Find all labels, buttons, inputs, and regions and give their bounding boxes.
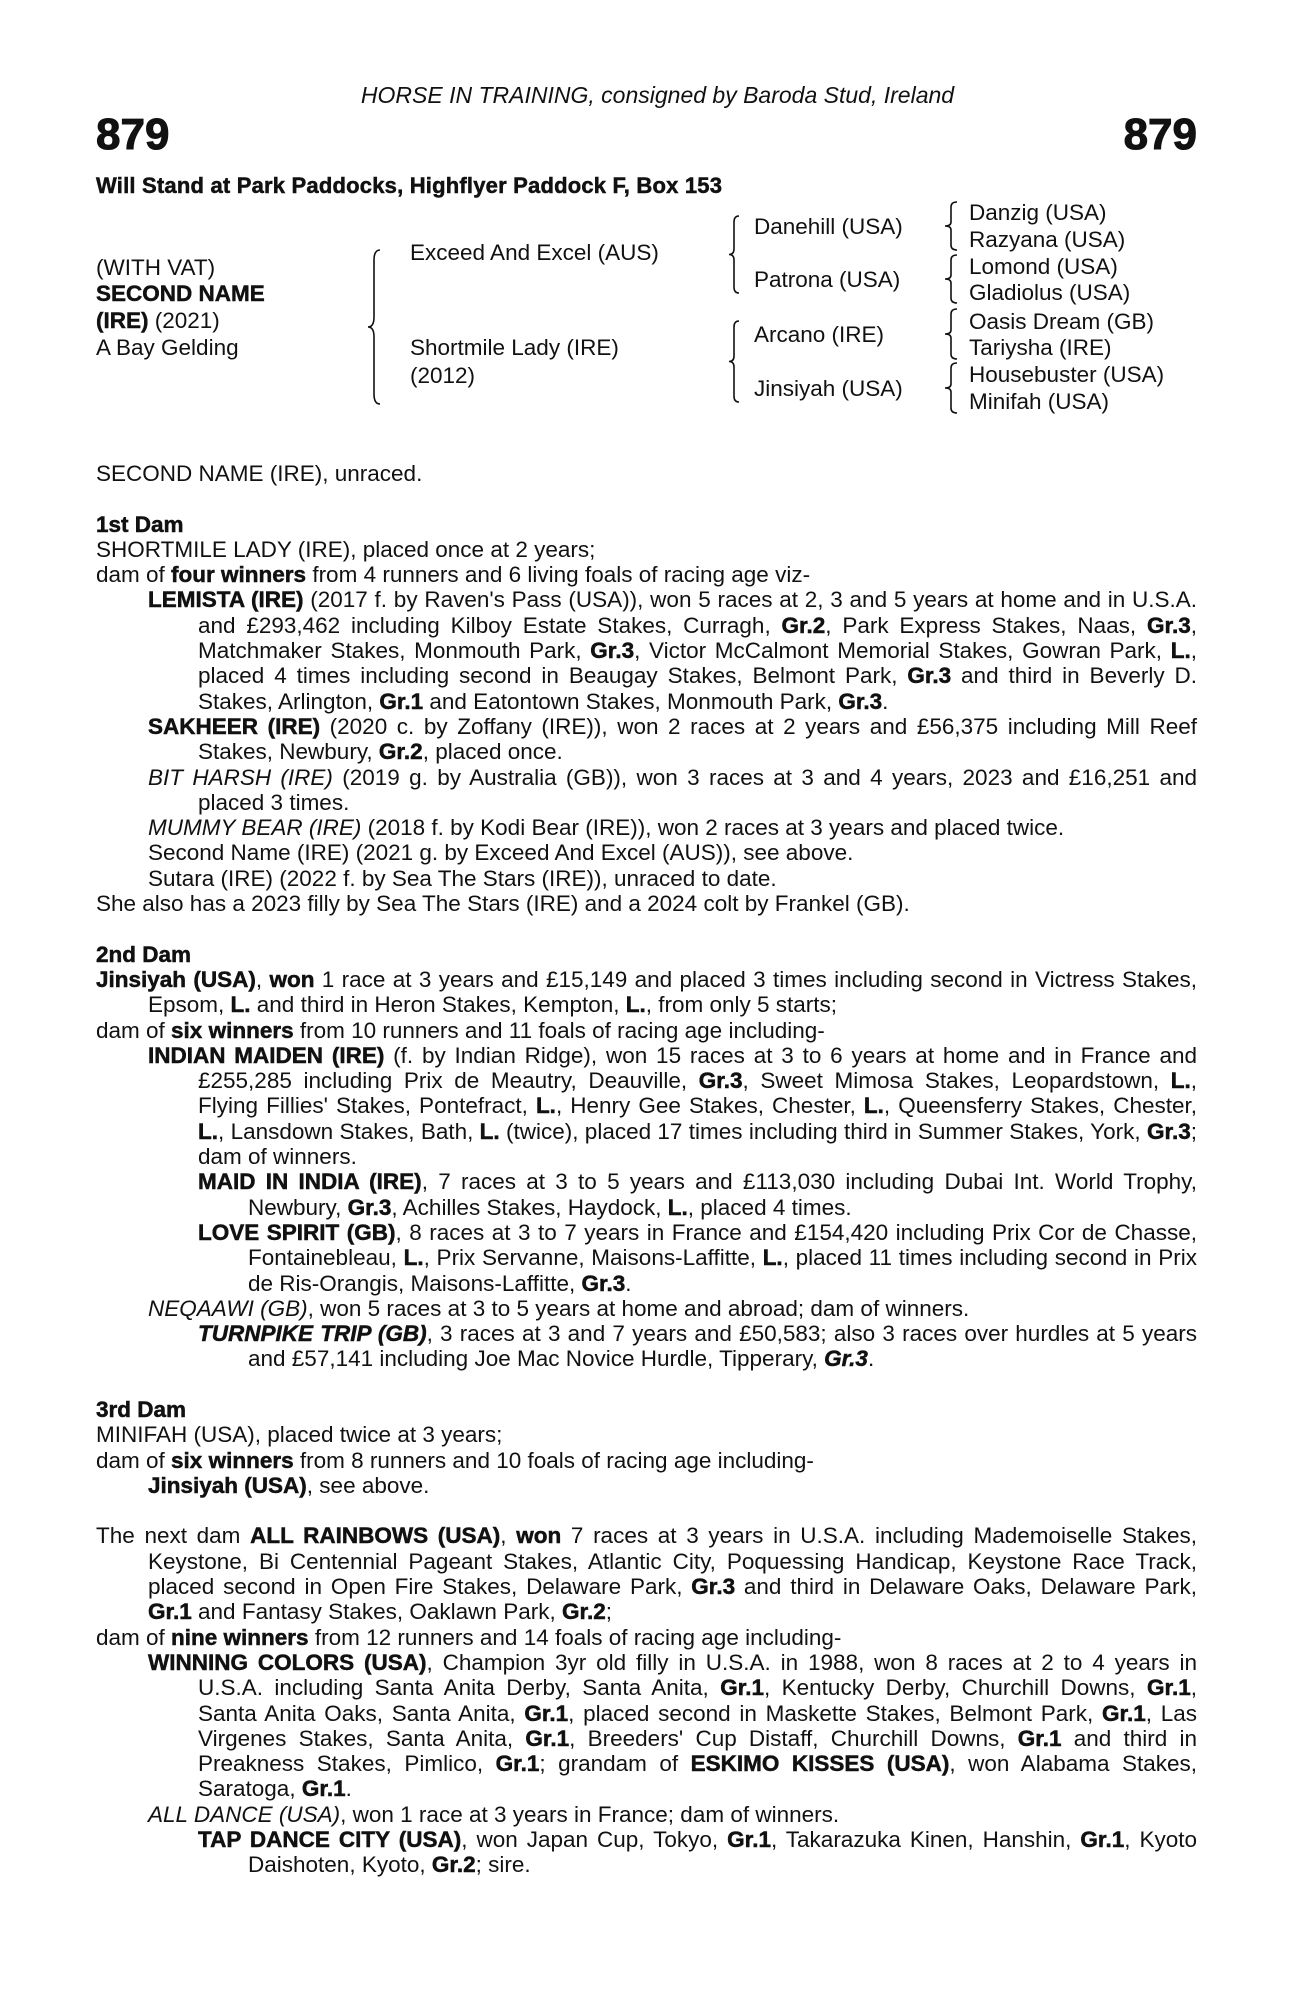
entry-text: , Prix Servanne, Maisons-Laffitte, (423, 1245, 763, 1271)
entry-text: , won 1 race at 3 years in France; dam of winners. (340, 1801, 840, 1827)
produce-entry (96, 967, 1197, 1018)
produce-entry (96, 891, 1197, 916)
section-next-dam (96, 1523, 1197, 1877)
emphasis-text: Gr.2 (561, 1599, 606, 1625)
great-grandparent-5: Oasis Dream (GB) (969, 309, 1155, 334)
emphasis-text: SAKHEER (IRE) (148, 713, 321, 739)
section-3rd-dam (96, 1397, 1197, 1498)
produce-entry (96, 765, 1197, 816)
entry-text: , placed once. (422, 739, 563, 765)
great-grandparent-3: Lomond (USA) (969, 254, 1118, 279)
entry-text: , 3 races at 3 and 7 years and £50,583; also 3 races over hurdles at 5 years and £57,141 including Joe Mac Novice Hurdle, Tipperary, (248, 1321, 1197, 1372)
dam-name: Shortmile Lady (IRE) (410, 335, 619, 360)
entry-text: , Lansdown Stakes, Bath, (218, 1118, 480, 1144)
entry-text: and Fantasy Stakes, Oaklawn Park, (191, 1599, 562, 1625)
great-grandparent-8: Minifah (USA) (969, 389, 1110, 414)
grandparent-3: Arcano (IRE) (754, 322, 885, 347)
great-grandparent-4: Gladiolus (USA) (969, 280, 1131, 305)
emphasis-text: six winners (171, 1447, 294, 1473)
entry-text: The next dam (96, 1523, 251, 1549)
section-heading: 2nd Dam (96, 941, 192, 967)
entry-text: SHORTMILE LADY (IRE), placed once at 2 years; (96, 536, 596, 562)
produce-entry (96, 1473, 1197, 1498)
grandparent-2: Patrona (USA) (754, 267, 901, 292)
entry-text: and third in Beverly D. Stakes, Arlington, (198, 663, 1197, 714)
entry-text: . (345, 1776, 352, 1802)
horse-name: SECOND NAME (96, 281, 265, 306)
emphasis-text: nine winners (171, 1624, 309, 1650)
entry-text: 7 races at 3 years in U.S.A. including Mademoiselle Stakes, Keystone, Bi Centennial Pageant Stakes, Atlantic City, Poquessing Handicap, Keystone Race Track, placed second in Open Fire Stakes, Delaware Park, (148, 1523, 1197, 1600)
entry-text: , (500, 1523, 517, 1549)
entry-text: ; (605, 1599, 613, 1625)
entry-text: ; sire. (475, 1852, 531, 1878)
emphasis-text: Gr.3 (691, 1574, 736, 1600)
entry-text: , Park Express Stakes, Naas, (825, 612, 1147, 638)
produce-entry (96, 1625, 1197, 1650)
produce-entry (96, 1220, 1197, 1296)
entry-text: . (882, 688, 889, 714)
entry-text: , Matchmaker Stakes, Monmouth Park, (198, 612, 1197, 664)
emphasis-text: L. (1170, 638, 1191, 664)
entry-text: from 8 runners and 10 foals of racing age including- (293, 1447, 814, 1473)
emphasis-text: Jinsiyah (USA) (96, 966, 256, 992)
brace-icon (368, 250, 380, 404)
entry-text: , Santa Anita Oaks, Santa Anita, (198, 1675, 1198, 1726)
great-grandparent-1: Danzig (USA) (969, 200, 1107, 225)
emphasis-text: Gr.3 (1146, 612, 1191, 638)
entry-text: SECOND NAME (IRE), unraced. (96, 461, 423, 486)
entry-text: (2018 f. by Kodi Bear (IRE)), won 2 races at 3 years and placed twice. (361, 815, 1065, 841)
entry-text: 1 race at 3 years and £15,149 and placed 3 times including second in Victress Stakes, Epsom, (148, 966, 1197, 1018)
entry-text: , placed 4 times including second in Beaugay Stakes, Belmont Park, (198, 638, 1197, 689)
entry-text: dam of (96, 1017, 172, 1043)
stand-location: Will Stand at Park Paddocks, Highflyer Paddock F, Box 153 (96, 173, 723, 198)
brace-icon (945, 202, 957, 250)
emphasis-text: Gr.1 (495, 1751, 540, 1777)
brace-icon (945, 255, 957, 303)
emphasis-text: Gr.3 (824, 1346, 868, 1372)
emphasis-text: Gr.3 (581, 1270, 626, 1296)
entry-text: (2020 c. by Zoffany (IRE)), won 2 races at 2 years and £56,375 including Mill Reef Stakes, Newbury, (198, 713, 1197, 765)
sire-name: Exceed And Excel (AUS) (410, 240, 659, 265)
emphasis-text: Jinsiyah (USA) (148, 1472, 307, 1498)
entry-text: and third in Heron Stakes, Kempton, (250, 992, 626, 1018)
entry-text: , Victor McCalmont Memorial Stakes, Gowran Park, (634, 638, 1171, 664)
produce-entry (96, 815, 1197, 840)
entry-text: . (625, 1270, 632, 1296)
emphasis-text: L. (762, 1245, 783, 1271)
emphasis-text: Gr.1 (379, 688, 424, 714)
entry-text: and third in Preakness Stakes, Pimlico, (198, 1725, 1197, 1777)
emphasis-text: Gr.3 (907, 663, 952, 689)
emphasis-text: six winners (171, 1017, 294, 1043)
entry-text: ; grandam of (539, 1751, 691, 1777)
entry-text: from 10 runners and 11 foals of racing age including- (293, 1017, 825, 1043)
entry-text: Second Name (IRE) (2021 g. by Exceed And Excel (AUS)), see above. (148, 840, 854, 866)
produce-entry (96, 1802, 1197, 1827)
entry-text: , Henry Gee Stakes, Chester, (555, 1093, 864, 1119)
emphasis-text: four winners (171, 562, 307, 588)
section-heading: 3rd Dam (96, 1396, 187, 1422)
entry-text: , won Japan Cup, Tokyo, (461, 1827, 728, 1853)
emphasis-text: LOVE SPIRIT (GB) (198, 1219, 396, 1245)
brace-icon (729, 321, 739, 402)
entry-text: (twice), placed 17 times including third in Summer Stakes, York, (499, 1118, 1147, 1144)
emphasis-text: ALL DANCE (USA) (148, 1801, 341, 1827)
emphasis-text: Gr.3 (838, 688, 883, 714)
emphasis-text: Gr.1 (1080, 1827, 1125, 1853)
entry-text: , Takarazuka Kinen, Hanshin, (770, 1827, 1081, 1853)
emphasis-text: INDIAN MAIDEN (IRE) (148, 1042, 385, 1068)
entry-text: (2019 g. by Australia (GB)), won 3 races at 3 and 4 years, 2023 and £16,251 and placed 3 times. (198, 764, 1197, 815)
entry-text: , Breeders' Cup Distaff, Churchill Downs, (569, 1725, 1018, 1751)
emphasis-text: L. (230, 992, 251, 1018)
emphasis-text: L. (535, 1093, 556, 1119)
entry-text: , won Alabama Stakes, Saratoga, (198, 1751, 1198, 1802)
entry-text: , Kentucky Derby, Churchill Downs, (763, 1675, 1147, 1701)
grandparent-1: Danehill (USA) (754, 214, 903, 239)
entry-text: MINIFAH (USA), placed twice at 3 years; (96, 1422, 503, 1448)
emphasis-text: ALL RAINBOWS (USA) (250, 1523, 501, 1549)
emphasis-text: won (269, 966, 315, 992)
emphasis-text: Gr.3 (590, 638, 635, 664)
section-2nd-dam (96, 942, 1197, 1372)
emphasis-text: BIT HARSH (IRE) (148, 764, 333, 790)
produce-entry (96, 840, 1197, 865)
consignment-header: HORSE IN TRAINING, consigned by Baroda Stud, Ireland (360, 82, 955, 108)
emphasis-text: Gr.1 (525, 1725, 570, 1751)
entry-text: , see above. (306, 1472, 430, 1498)
emphasis-text: Gr.3 (1146, 1118, 1191, 1144)
produce-entry (96, 714, 1197, 765)
entry-text: and third in Delaware Oaks, Delaware Park, (735, 1574, 1197, 1600)
emphasis-text: L. (403, 1245, 424, 1271)
emphasis-text: L. (667, 1194, 688, 1220)
horse-year: (2021) (154, 308, 220, 333)
entry-text: , placed second in Maskette Stakes, Belmont Park, (568, 1700, 1102, 1726)
section-1st-dam (96, 512, 1197, 917)
entry-text: , 8 races at 3 to 7 years in France and £154,420 including Prix Cor de Chasse, Fontainebleau, (248, 1219, 1197, 1271)
grandparent-4: Jinsiyah (USA) (754, 376, 903, 401)
emphasis-text: Gr.1 (524, 1700, 569, 1726)
section-summary (96, 461, 1197, 486)
produce-entry (96, 1018, 1197, 1043)
dam-year: (2012) (410, 363, 476, 388)
entry-text: and Eatontown Stakes, Monmouth Park, (423, 688, 839, 714)
emphasis-text: MUMMY BEAR (IRE) (148, 815, 362, 841)
produce-entry (96, 866, 1197, 891)
emphasis-text: Gr.1 (1146, 1675, 1191, 1701)
entry-text: from 12 runners and 14 foals of racing age including- (308, 1624, 842, 1650)
entry-text: ; dam of winners. (198, 1118, 1197, 1170)
brace-icon (729, 216, 739, 293)
entry-text: , Kyoto Daishoten, Kyoto, (248, 1827, 1197, 1878)
lot-number-left: 879 (96, 110, 170, 159)
emphasis-text: Gr.1 (1101, 1700, 1146, 1726)
entry-text: , Queensferry Stakes, Chester, (883, 1093, 1197, 1119)
great-grandparent-2: Razyana (USA) (969, 227, 1126, 252)
produce-entry (96, 461, 1197, 486)
entry-text: , placed 4 times. (687, 1194, 852, 1220)
entry-text: , 7 races at 3 to 5 years and £113,030 including Dubai Int. World Trophy, Newbury, (248, 1169, 1197, 1220)
emphasis-text: LEMISTA (IRE) (148, 587, 304, 613)
entry-text: (2017 f. by Raven's Pass (USA)), won 5 races at 2, 3 and 5 years at home and in U.S.A. and £293,462 including Kilboy Estate Stakes, Curragh, (198, 587, 1198, 638)
emphasis-text: Gr.1 (727, 1827, 771, 1853)
produce-entry (96, 1043, 1197, 1169)
entry-text: , Champion 3yr old filly in U.S.A. in 1988, won 8 races at 2 to 4 years in U.S.A. including Santa Anita Derby, Santa Anita, (198, 1649, 1197, 1701)
entry-text: , Achilles Stakes, Haydock, (391, 1194, 668, 1220)
entry-text: , won 5 races at 3 to 5 years at home and abroad; dam of winners. (307, 1295, 970, 1321)
produce-entry (96, 537, 1197, 562)
produce-entry (96, 1296, 1197, 1321)
entry-text: from 4 runners and 6 living foals of racing age viz- (306, 562, 811, 588)
section-heading: 1st Dam (96, 511, 184, 537)
entry-text: (f. by Indian Ridge), won 15 races at 3 to 6 years at home and in France and £255,285 including Prix de Meautry, Deauville, (198, 1042, 1197, 1094)
horse-country: (IRE) (96, 308, 149, 333)
entry-text: dam of (96, 1624, 172, 1650)
emphasis-text: Gr.1 (1017, 1725, 1062, 1751)
produce-entry (96, 1650, 1197, 1802)
horse-description: A Bay Gelding (96, 335, 239, 360)
entry-text: , placed 11 times including second in Prix de Ris-Orangis, Maisons-Laffitte, (248, 1245, 1197, 1296)
emphasis-text: L. (1170, 1068, 1191, 1094)
emphasis-text: Gr.1 (720, 1675, 764, 1701)
emphasis-text: TAP DANCE CITY (USA) (198, 1827, 462, 1853)
entry-text: . (867, 1346, 875, 1372)
entry-text: , (255, 966, 270, 992)
brace-icon (945, 309, 957, 359)
entry-text: , from only 5 starts; (645, 992, 838, 1018)
emphasis-text: Gr.2 (431, 1852, 476, 1878)
emphasis-text: NEQAAWI (GB) (148, 1295, 308, 1321)
emphasis-text: ESKIMO KISSES (USA) (690, 1751, 950, 1777)
vat-note: (WITH VAT) (96, 255, 216, 280)
emphasis-text: Gr.1 (301, 1776, 346, 1802)
emphasis-text: MAID IN INDIA (IRE) (198, 1169, 422, 1195)
produce-entry (96, 1827, 1197, 1878)
produce-record (96, 461, 1197, 1878)
brace-icon (945, 363, 957, 413)
entry-text: , Las Virgenes Stakes, Santa Anita, (198, 1700, 1197, 1751)
produce-entry (96, 1169, 1197, 1220)
entry-text: dam of (96, 1447, 172, 1473)
produce-entry (96, 1523, 1197, 1624)
entry-text: Sutara (IRE) (2022 f. by Sea The Stars (IRE)), unraced to date. (148, 865, 777, 891)
emphasis-text: L. (479, 1118, 500, 1144)
emphasis-text: L. (625, 992, 646, 1018)
produce-entry (96, 1321, 1197, 1372)
lot-number-right: 879 (1123, 110, 1197, 159)
emphasis-text: Gr.2 (781, 612, 826, 638)
emphasis-text: Gr.3 (698, 1068, 743, 1094)
produce-entry (96, 587, 1197, 713)
emphasis-text: L. (198, 1118, 218, 1144)
produce-entry (96, 562, 1197, 587)
entry-text: dam of (96, 562, 172, 588)
emphasis-text: Gr.3 (347, 1194, 392, 1220)
produce-entry (96, 1448, 1197, 1473)
entry-text: , Flying Fillies' Stakes, Pontefract, (198, 1068, 1197, 1119)
emphasis-text: L. (863, 1093, 884, 1119)
emphasis-text: Gr.1 (148, 1599, 192, 1625)
entry-text: , Sweet Mimosa Stakes, Leopardstown, (742, 1068, 1171, 1094)
emphasis-text: Gr.2 (378, 739, 423, 765)
entry-text: She also has a 2023 filly by Sea The Stars (IRE) and a 2024 colt by Frankel (GB). (96, 891, 910, 917)
emphasis-text: won (516, 1523, 562, 1549)
great-grandparent-6: Tariysha (IRE) (969, 335, 1112, 360)
emphasis-text: TURNPIKE TRIP (GB) (198, 1321, 427, 1347)
horse-country-year (96, 308, 220, 334)
great-grandparent-7: Housebuster (USA) (969, 362, 1165, 387)
produce-entry (96, 1422, 1197, 1447)
emphasis-text: WINNING COLORS (USA) (148, 1649, 427, 1675)
